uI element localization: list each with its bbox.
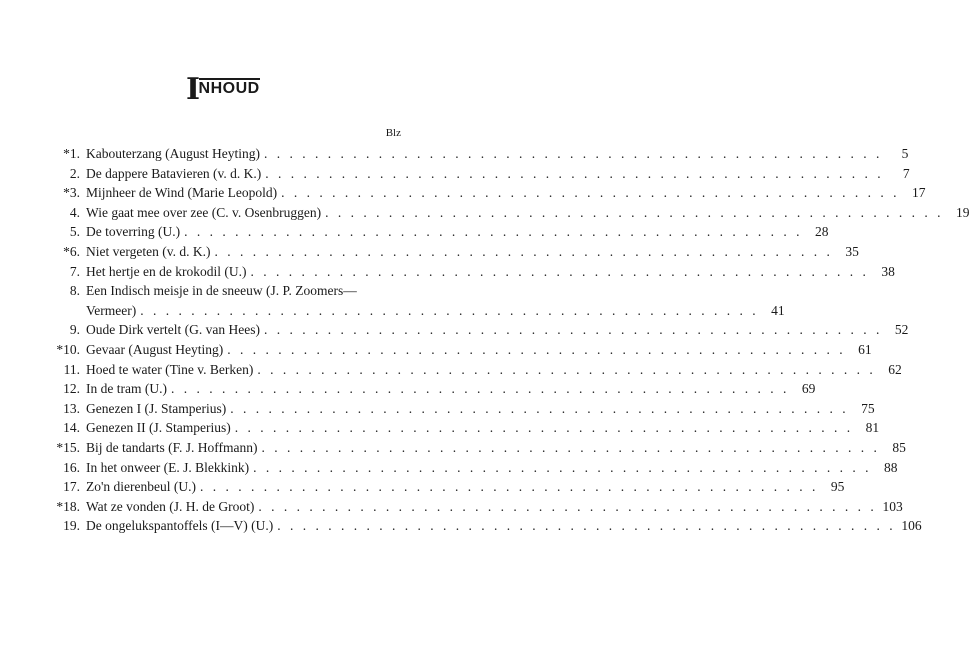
toc-entry-leader-dots [223,340,845,360]
toc-entry-title: In de tram (U.) [86,381,167,397]
toc-entry-page-number: 17 [912,185,926,201]
toc-entry-leader-dots [273,516,895,536]
toc-entry-number: 19. [63,518,80,534]
toc-entry-title: Wie gaat mee over zee (C. v. Osenbruggen) [86,204,322,220]
toc-entry-page-number: 19 [955,204,969,220]
toc-entry-number: 14. [63,420,80,436]
toc-entry-number: 9. [69,322,80,338]
toc-entry [48,301,785,321]
toc-entry-page-number: 38 [881,263,895,279]
toc-entry-page-number: 75 [861,400,875,416]
toc-entry-number: 12. [63,381,80,397]
toc-entry [48,222,829,242]
toc-entry-number: *10. [56,341,80,357]
toc-entry-page-number: 5 [901,146,909,161]
toc-entry-page-number: 88 [883,459,898,475]
toc-entry-page-number: 7 [902,165,910,181]
toc-entry-title: Wat ze vonden (J. H. de Groot) [86,498,255,514]
title-rest: NHOUD [198,80,260,97]
toc-entry-number: 17. [63,479,80,495]
toc-entry [48,203,969,223]
toc-entry-title: Mijnheer de Wind (Marie Leopold) [86,185,278,201]
toc-entry-title: In het onweer (E. J. Blekkink) [86,459,250,475]
toc-entry [48,497,903,517]
toc-entry-title: Kabouterzang (August Heyting) [86,146,260,161]
toc-entry-leader-dots [246,262,868,282]
toc-entry-leader-dots [260,144,882,164]
toc-entry [48,438,906,458]
toc-entry-leader-dots [253,360,875,380]
toc-entry-title: Hoed te water (Tine v. Berken) [86,361,254,377]
toc-entry-number: 8. [69,283,80,299]
toc-entry [48,242,859,262]
toc-entry [48,477,845,497]
toc-entry-title: Gevaar (August Heyting) [86,341,224,357]
toc-entry [48,360,902,380]
toc-entry-leader-dots [261,164,883,184]
toc-entry [48,399,875,419]
toc-entry-number: 16. [63,459,80,475]
table-of-contents [48,144,969,536]
toc-entry-number: *6. [63,243,80,259]
toc-entry-number: 2. [69,165,80,181]
toc-entry-page-number: 106 [901,518,922,534]
toc-entry [48,262,895,282]
toc-entry-title: Het hertje en de krokodil (U.) [86,263,247,279]
toc-entry-title: Oude Dirk vertelt (G. van Hees) [86,322,260,338]
page-title [186,72,260,107]
toc-entry [48,458,898,478]
toc-entry-leader-dots [254,497,876,517]
toc-entry [48,320,909,340]
toc-entry-leader-dots [321,203,943,223]
toc-entry-number: *1. [63,146,80,161]
page-column-header: Blz [385,127,401,139]
toc-entry-number: 13. [63,400,80,416]
toc-entry-leader-dots [180,222,802,242]
toc-entry-title: Een Indisch meisje in de sneeuw (J. P. Zoomers— [86,283,357,299]
toc-entry-number: 4. [69,204,80,220]
toc-entry-leader-dots [167,379,789,399]
toc-entry-page-number: 85 [892,439,906,455]
toc-entry [48,164,910,184]
toc-entry-number: 5. [69,224,80,240]
toc-entry-leader-dots [231,418,853,438]
toc-entry-leader-dots [136,301,758,321]
toc-entry-leader-dots [210,242,832,262]
toc-entry [48,183,926,203]
toc-entry-page-number: 52 [894,322,909,338]
toc-entry-page-number: 95 [830,479,845,495]
toc-entry-leader-dots [277,183,899,203]
toc-entry-title: Genezen I (J. Stamperius) [86,400,227,416]
toc-entry-page-number: 28 [814,224,829,240]
toc-entry [48,418,880,438]
title-initial: I [186,72,201,107]
toc-entry-number: *18. [56,498,80,514]
toc-entry [48,281,402,301]
toc-entry-leader-dots [260,320,882,340]
toc-entry-title: Niet vergeten (v. d. K.) [86,243,211,259]
toc-entry-leader-dots [226,399,848,419]
toc-entry-leader-dots [196,477,818,497]
toc-entry-number: 7. [69,263,80,279]
toc-entry-page-number: 41 [771,302,785,318]
toc-entry-page-number: 62 [888,361,902,377]
toc-entry-number: 11. [63,361,80,377]
toc-entry-number: *3. [63,185,80,201]
toc-entry-page-number: 35 [845,243,859,259]
toc-entry-number: *15. [56,439,80,455]
toc-entry [48,340,872,360]
toc-entry-page-number: 61 [858,341,872,357]
toc-entry-title: Genezen II (J. Stamperius) [86,420,231,436]
toc-entry [48,379,816,399]
toc-entry-title: Bij de tandarts (F. J. Hoffmann) [86,439,258,455]
toc-entry-page-number: 81 [865,420,880,436]
toc-entry-leader-dots [249,458,871,478]
toc-entry [48,144,909,164]
toc-entry-page-number: 69 [801,381,816,397]
toc-entry-title: Zo'n dierenbeul (U.) [86,479,197,495]
toc-entry-title: Vermeer) [86,302,137,318]
toc-entry-title: De toverring (U.) [86,224,181,240]
toc-entry [48,516,922,536]
toc-entry-leader-dots [258,438,880,458]
toc-entry-title: De ongelukspantoffels (I—V) (U.) [86,518,274,534]
toc-entry-title: De dappere Batavieren (v. d. K.) [86,165,262,181]
toc-entry-page-number: 103 [882,498,903,514]
